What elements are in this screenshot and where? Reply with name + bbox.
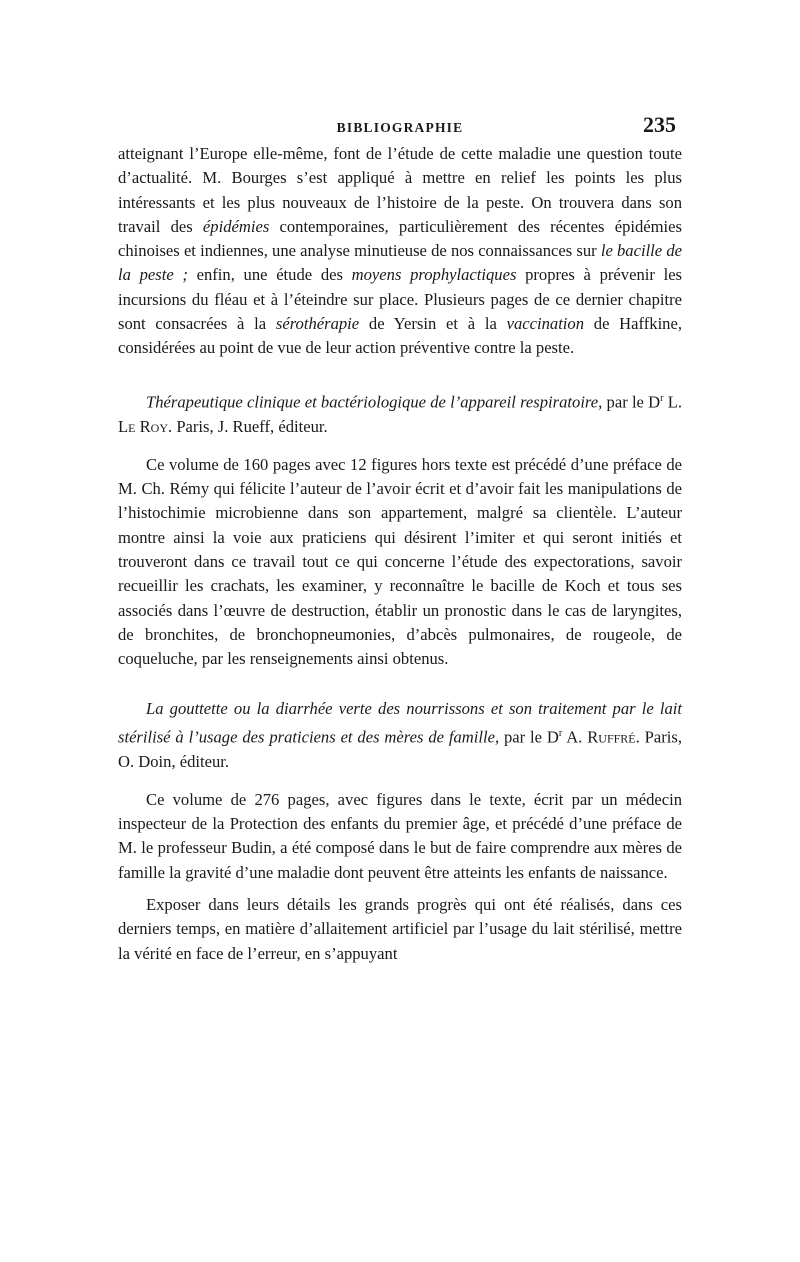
paragraph-therapeutique-review: Ce volume de 160 pages avec 12 figures hors texte est précédé d’une préface de M. Ch. Rémy qui félicite l’auteur de l’avoir écrit et d’avoir fait les manipulations de l’histochimie microbienne dans son appartement, malgré sa clientèle. L’auteur montre ainsi la voie aux praticiens qui désirent l’imiter et qui seront initiés et trouveront dans ce travail tout ce qui concerne l’étude des expectorations, savoir recueillir les crachats, les examiner, y reconnaître le bacille de Koch et tous ses associés dans l’œuvre de destruction, établir un pronostic dans le cas de laryngites, de bronchites, de bronchopneumonies, d’abcès pulmonaires, de rougeole, de coqueluche, par les renseignements ainsi obtenus. [118,454,682,669]
paragraph-gouttette-review-continued: Exposer dans leurs détails les grands progrès qui ont été réalisés, dans ces derniers temps, en matière d’allaitement artificiel par l’usage du lait stérilisé, mettre la vérité en face de l’erreur, en s’appuyant [118,895,682,963]
entry-title-therapeutique: Thérapeutique clinique et bactériologique de l’appareil respiratoire, par le $D^r$ L. Le Roy. Paris, J. Rueff, éditeur. [118,392,683,436]
page-header [118,112,682,142]
paragraph-plague-review: atteignant l’Europe elle-même, font de l’étude de cette maladie une question toute d’actualité. M. Bourges s’est appliqué à mettre en relief les points les plus intéressants et les plus nouveaux de l’histoire de la peste. On trouvera dans son travail des épidémies contemporaines, particulièrement des récentes épidémies chinoises et indiennes, une analyse minutieuse de nos connaissances sur le bacille de la peste ; enfin, une étude des moyens prophylactiques propres à prévenir les incursions du fléau et à l’éteindre sur place. Plusieurs pages de ce dernier chapitre sont consacrées à la sérothérapie de Yersin et à la vaccination de Haffkine, considérées au point de vue de leur action préventive contre la peste. [118,144,683,358]
page-number: 235 [643,112,676,137]
running-head: BIBLIOGRAPHIE [336,120,464,135]
entry-title-gouttette: La gouttette ou la diarrhée verte des nourrissons et son traitement par le lait stérilisé à l’usage des praticiens et des mères de famille, par le $D^r$ A. Ruffré. Paris, O. Doin, éditeur. [118,699,683,771]
book-page [118,112,682,966]
paragraph-gouttette-review: Ce volume de 276 pages, avec figures dans le texte, écrit par un médecin inspecteur de la Protection des enfants du premier âge, et précédé d’une préface de M. le professeur Budin, a été composé dans le but de faire comprendre aux mères de famille la gravité d’une maladie dont peuvent être atteints les enfants de naissance. [118,789,682,882]
